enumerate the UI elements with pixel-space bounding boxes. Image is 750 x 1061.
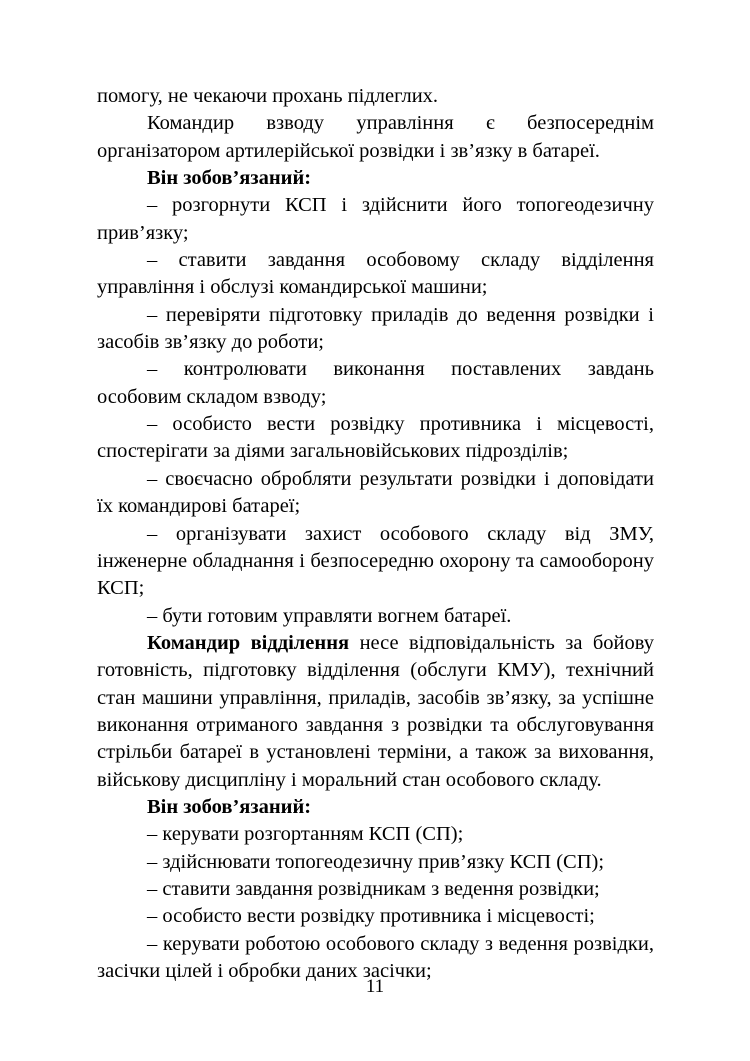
list-item: – бути готовим управляти вогнем батареї. [147, 604, 512, 627]
section-heading: Він зобов’язаний: [147, 795, 312, 818]
section-heading: Він зобов’язаний: [147, 167, 312, 190]
lead-term: Командир відділення [147, 631, 350, 654]
list-item: – ставити завдання особовому складу відділення управління і обслузі командирської машини; [97, 249, 654, 299]
list-item: – перевіряти підготовку приладів до ведення розвідки і засобів зв’язку до роботи; [97, 303, 654, 354]
list-item: – здійснювати топогеодезичну прив’язку КСП (СП); [147, 850, 605, 873]
list-item: – керувати розгортанням КСП (СП); [147, 823, 464, 846]
list-item: – особисто вести розвідку противника і місцевості, спостерігати за діями загальновійськових підрозділів; [97, 413, 654, 463]
paragraph: помогу, не чекаючи прохань підлеглих. [97, 85, 439, 107]
list-item: – своєчасно обробляти результати розвідки і доповідати їх командирові батареї; [97, 467, 654, 518]
page-body [97, 83, 654, 985]
list-item: – контролювати виконання поставлених завдань особовим складом взводу; [97, 358, 654, 408]
page-number: 11 [365, 976, 385, 997]
list-item: – ставити завдання розвідникам з ведення розвідки; [147, 877, 600, 900]
paragraph: Командир відділення несе відповідальність за бойову готовність, підготовку відділення (обслуги КМУ), технічний стан машини управління, приладів, засобів зв’язку, за успішне виконання отриманого завдання з розвідки та обслуговування стрільби батареї в установлені терміни, а також за виховання, військову дисципліну і моральний стан особового складу. [97, 631, 654, 791]
paragraph: Командир взводу управління є безпосереднім організатором артилерійської розвідки і зв’язку в батареї. [97, 112, 654, 162]
list-item: – розгорнути КСП і здійснити його топогеодезичну прив’язку; [97, 194, 654, 244]
list-item: – організувати захист особового складу від ЗМУ, інженерне обладнання і безпосередню охорону та самооборону КСП; [97, 522, 654, 600]
list-item: – особисто вести розвідку противника і місцевості; [147, 905, 595, 928]
list-item: – керувати роботою особового складу з ведення розвідки, засічки цілей і обробки даних засічки; [97, 932, 654, 982]
